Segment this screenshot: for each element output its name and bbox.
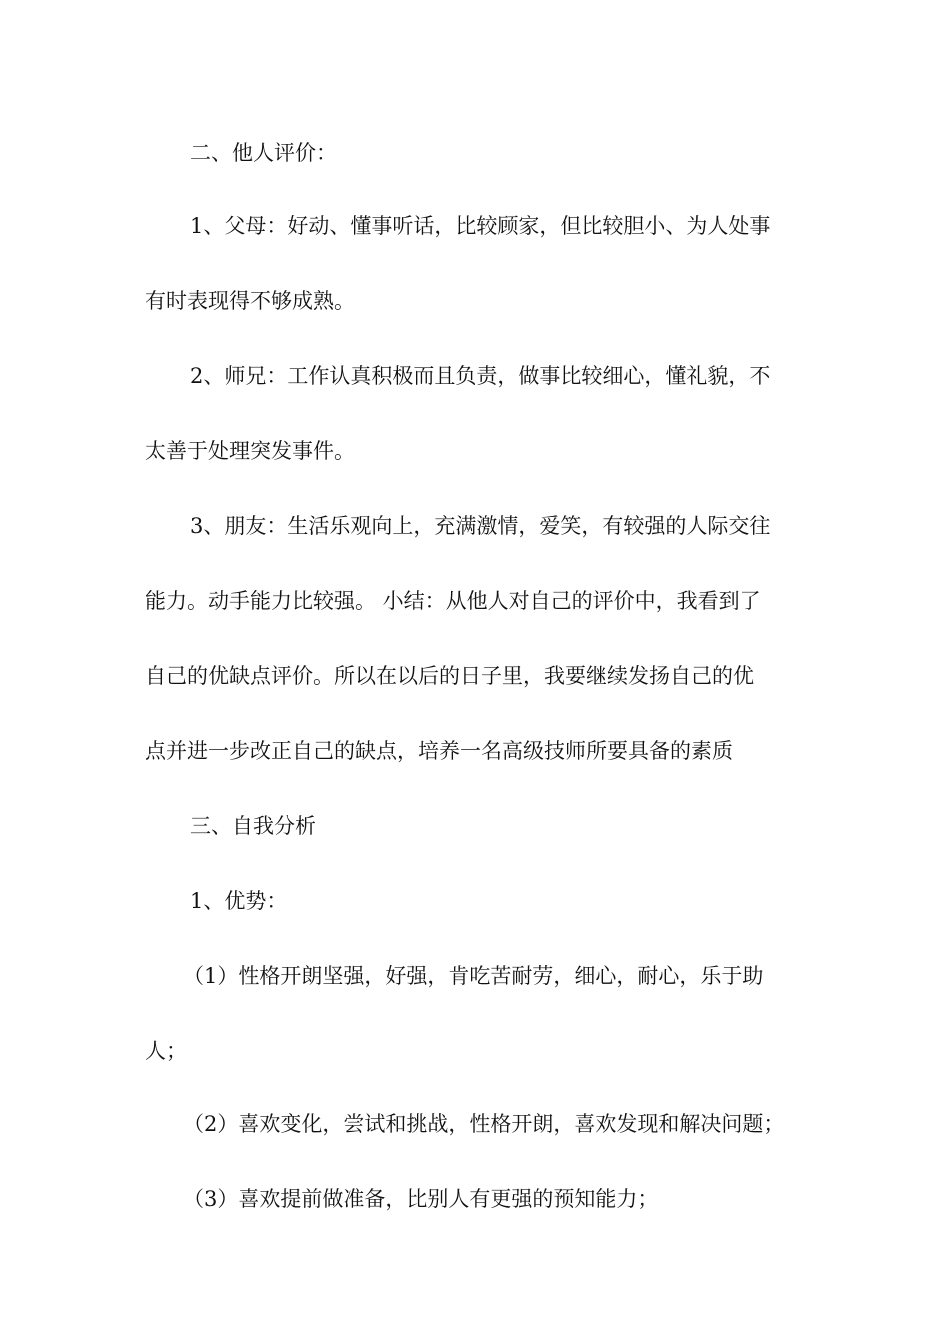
- list-item: （3）喜欢提前做准备，比别人有更强的预知能力；: [183, 1187, 659, 1211]
- section-heading-self-analysis: 三、自我分析: [190, 814, 316, 838]
- list-item: （2）喜欢变化，尝试和挑战，性格开朗，喜欢发现和解决问题；: [183, 1112, 785, 1136]
- paragraph-line: 有时表现得不够成熟。: [145, 289, 355, 313]
- section-heading-others-evaluation: 二、他人评价：: [190, 141, 337, 165]
- paragraph-line: 2、师兄：工作认真积极而且负责，做事比较细心，懂礼貌，不: [190, 364, 771, 388]
- paragraph-line: 太善于处理突发事件。: [145, 439, 355, 463]
- paragraph-line: 点并进一步改正自己的缺点，培养一名高级技师所要具备的素质: [145, 739, 733, 763]
- list-item-continuation: 人；: [145, 1039, 187, 1063]
- subheading-strengths: 1、优势：: [190, 889, 288, 913]
- paragraph-line: 自己的优缺点评价。所以在以后的日子里，我要继续发扬自己的优: [145, 664, 754, 688]
- paragraph-line: 1、父母：好动、懂事听话，比较顾家，但比较胆小、为人处事: [190, 214, 771, 238]
- paragraph-line: 3、朋友：生活乐观向上，充满激情，爱笑，有较强的人际交往: [190, 514, 771, 538]
- list-item: （1）性格开朗坚强，好强，肯吃苦耐劳，细心，耐心，乐于助: [183, 964, 764, 988]
- paragraph-line: 能力。动手能力比较强。 小结：从他人对自己的评价中，我看到了: [145, 589, 761, 613]
